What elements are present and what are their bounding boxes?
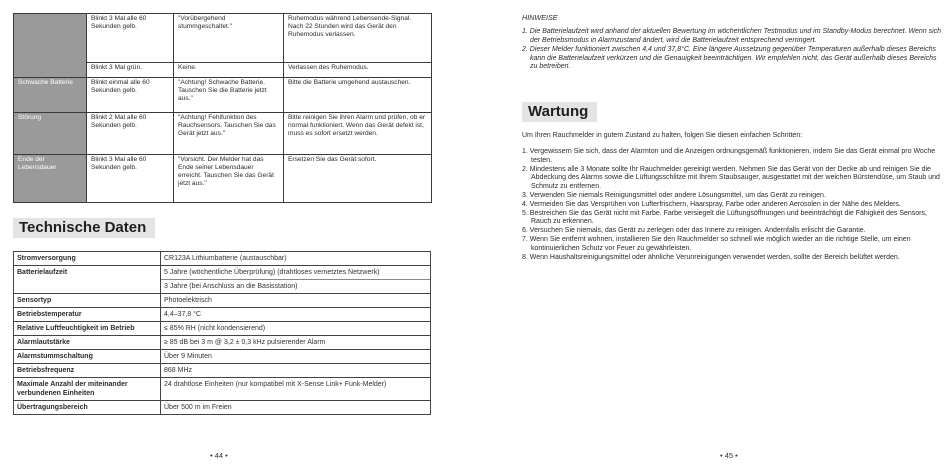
spec-value: 868 MHz — [161, 364, 431, 378]
right-page — [475, 0, 950, 467]
table-row — [14, 266, 431, 294]
page-number: • 44 • — [210, 451, 228, 460]
spec-value: Photoelektrisch — [161, 294, 431, 308]
spec-value-group — [161, 266, 431, 294]
table-row — [14, 378, 431, 401]
table-row — [14, 308, 431, 322]
list-item: 5. Bestreichen Sie das Gerät nicht mit Farbe. Farbe versiegelt die Lüftungsöffnungen und beeinträchtigt die Fähigkeit des Sensors, Rauch zu erkennen. — [522, 209, 927, 225]
spec-value: ≤ 85% RH (nicht kondensierend) — [161, 322, 431, 336]
status-label-cell: Ende der Lebensdauer — [14, 155, 87, 203]
list-item: 4. Vermeiden Sie das Versprühen von Lufterfrischern, Haarspray, Farbe oder anderen Aerosolen in der Nähe des Melders. — [522, 200, 901, 208]
table-row — [14, 350, 431, 364]
status-label-cell — [14, 14, 87, 78]
status-label-cell: Störung — [14, 113, 87, 155]
spec-value: 24 drahtlose Einheiten (nur kompatibel mit X-Sense Link+ Funk-Melder) — [161, 378, 431, 401]
notes-list — [522, 28, 942, 73]
spec-key: Alarmstummschaltung — [14, 350, 161, 364]
maintenance-list — [522, 148, 947, 263]
maintenance-intro: Um Ihren Rauchmelder in gutem Zustand zu halten, folgen Sie diesen einfachen Schritten: — [522, 132, 803, 139]
table-row — [14, 294, 431, 308]
list-item: 2. Mindestens alle 3 Monate sollte Ihr Rauchmelder gereinigt werden. Nehmen Sie das Gerät von der Decke ab und reinigen Sie die Abdeckung des Alarms sowie die Lüftungsschlitze mit Ihrem Staubsauger, ausgestattet mit der weichen Bürstendüse, um Staub und Schmutz zu entfernen. — [522, 165, 940, 190]
spec-value: 5 Jahre (wöchentliche Überprüfung) (drahtloses vernetztes Netzwerk) — [164, 269, 380, 276]
meaning-cell: Ersetzen Sie das Gerät sofort. — [284, 155, 432, 203]
list-item: 1. Vergewissern Sie sich, dass der Alarmton und die Anzeigen ordnungsgemäß funktionieren, indem Sie das Gerät einmal pro Woche testen. — [522, 148, 936, 164]
table-row — [14, 78, 432, 113]
spec-key: Sensortyp — [14, 294, 161, 308]
table-row — [14, 364, 431, 378]
spec-key: Alarmlautstärke — [14, 336, 161, 350]
spec-value: Über 9 Minuten — [161, 350, 431, 364]
spec-key: Batterielaufzeit — [14, 266, 161, 294]
signal-cell: Blinkt 3 Mal alle 60 Sekunden gelb. — [87, 155, 174, 203]
signal-cell: Blinkt einmal alle 60 Sekunden gelb. — [87, 78, 174, 113]
meaning-cell: Bitte reinigen Sie ihren Alarm und prüfen, ob er normal funktioniert. Wenn das Gerät defekt ist, muss es sofort ersetzt werden. — [284, 113, 432, 155]
spec-value: Über 500 m im Freien — [161, 401, 431, 415]
voice-cell: "Vorübergehend stummgeschaltet." — [174, 14, 284, 63]
list-item: 3. Verwenden Sie niemals Reinigungsmittel oder andere Lösungsmittel, um das Gerät zu reinigen. — [522, 191, 826, 199]
table-row — [14, 401, 431, 415]
table-row — [14, 322, 431, 336]
notes-title: HINWEISE — [522, 13, 558, 22]
voice-cell: Keine. — [174, 63, 284, 78]
list-item: 7. Wenn Sie entfernt wohnen, installieren Sie den Rauchmelder so schnell wie möglich wieder an die richtige Stelle, um einen kontinuierlichen Schutz vor Feuer zu gewährleisten. — [522, 236, 911, 252]
spec-value: CR123A Lithiumbatterie (austauschbar) — [161, 252, 431, 266]
spec-key: Stromversorgung — [14, 252, 161, 266]
signal-cell: Blinkt 2 Mal alle 60 Sekunden gelb. — [87, 113, 174, 155]
page-number: • 45 • — [720, 451, 738, 460]
list-item: 2. Dieser Melder funktioniert zwischen 4,4 und 37,8°C. Eine längere Aussetzung gegenüber Temperaturen außerhalb dieses Bereichs kann die Batterielaufzeit verkürzen und die Genauigkeit beeinträchtigen. Wir empfehlen nicht, das Gerät außerhalb dieses Bereichs zu betreiben. — [522, 46, 937, 71]
table-row — [14, 113, 432, 155]
meaning-cell: Verlassen des Ruhemodus. — [284, 63, 432, 78]
spec-key: Maximale Anzahl der miteinander verbundenen Einheiten — [14, 378, 161, 401]
status-label-cell: Schwache Batterie — [14, 78, 87, 113]
spec-key: Übertragungsbereich — [14, 401, 161, 415]
signal-cell: Blinkt 3 Mal alle 60 Sekunden gelb. — [87, 14, 174, 63]
table-row — [14, 336, 431, 350]
table-row — [14, 155, 432, 203]
voice-cell: "Achtung! Schwache Batterie. Tauschen Sie die Batterie jetzt aus." — [174, 78, 284, 113]
meaning-cell: Bitte die Batterie umgehend austauschen. — [284, 78, 432, 113]
spec-key: Betriebsfrequenz — [14, 364, 161, 378]
table-row — [14, 14, 432, 63]
list-item: 1. Die Batterielaufzeit wird anhand der aktuellen Bewertung im wöchentlichen Testmodus und im Standby-Modus berechnet. Wenn sich der Betriebsmodus in Alarmzustand ändert, wird die Batterielaufzeit entsprechend verringert. — [522, 28, 942, 44]
signal-cell: Blinkt 3 Mal grün. — [87, 63, 174, 78]
voice-cell: "Vorsicht. Der Melder hat das Ende seiner Lebensdauer erreicht. Tauschen Sie das Gerät jetzt aus." — [174, 155, 284, 203]
section-title-tech: Technische Daten — [13, 218, 155, 238]
spec-value-secondary: 3 Jahre (bei Anschluss an die Basisstation) — [161, 279, 430, 291]
spec-key: Relative Luftfeuchtigkeit im Betrieb — [14, 322, 161, 336]
spec-value: 4,4–37,8 °C — [161, 308, 431, 322]
list-item: 8. Wenn Haushaltsreinigungsmittel oder ähnliche Verunreinigungen verwendet werden, sollte der Bereich belüftet werden. — [522, 253, 900, 261]
meaning-cell: Ruhemodus während Lebensende-Signal. Nach 22 Stunden wird das Gerät den Ruhemodus verlassen. — [284, 14, 432, 63]
status-table — [13, 13, 432, 203]
section-title-maintenance: Wartung — [522, 102, 597, 122]
voice-cell: "Achtung! Fehlfunktion des Rauchsensors. Tauschen Sie das Gerät jetzt aus." — [174, 113, 284, 155]
spec-key: Betriebstemperatur — [14, 308, 161, 322]
list-item: 6. Versuchen Sie niemals, das Gerät zu zerlegen oder das Innere zu reinigen. Andernfalls erlischt die Garantie. — [522, 227, 866, 234]
table-row — [14, 252, 431, 266]
spec-value: ≥ 85 dB bei 3 m @ 3,2 ± 0,3 kHz pulsierender Alarm — [161, 336, 431, 350]
spec-table — [13, 251, 431, 415]
